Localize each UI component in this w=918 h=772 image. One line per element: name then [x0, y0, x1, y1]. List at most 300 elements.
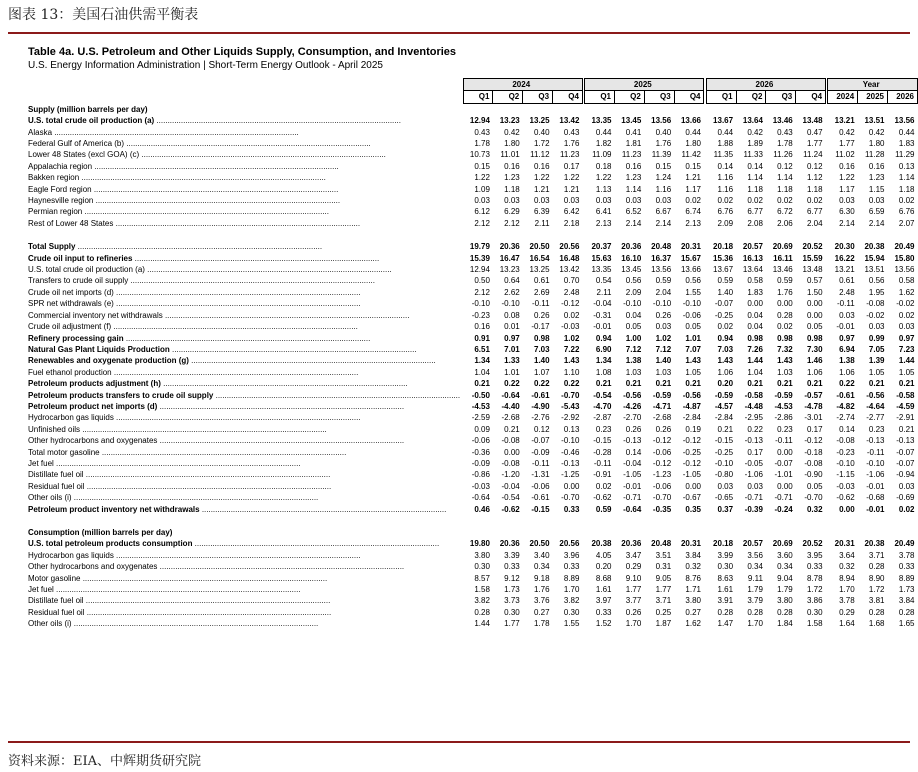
value-cell: 0.14	[747, 161, 763, 171]
leader-dots: ..............................................................................................................	[113, 299, 361, 309]
table-row	[28, 115, 918, 126]
value-cell: 1.01	[504, 367, 520, 377]
value-cell: 1.78	[777, 139, 793, 149]
value-cell: 0.03	[474, 196, 490, 206]
value-cell: 1.83	[747, 287, 763, 297]
value-cell: 16.22	[834, 253, 855, 263]
leader-dots: ..............................................................................................................	[113, 287, 361, 297]
value-cell: 0.26	[534, 310, 550, 320]
value-cell: 0.14	[839, 424, 855, 434]
leader-dots: ..............................................................................................................	[162, 310, 410, 320]
value-cell: -1.25	[561, 470, 580, 480]
value-cell: -0.35	[652, 504, 672, 514]
table-row	[28, 253, 918, 264]
value-cell: 6.90	[595, 344, 612, 354]
row-label	[28, 481, 463, 492]
value-cell: 1.50	[806, 287, 823, 297]
value-cell: 13.48	[802, 116, 823, 126]
value-cell: 0.02	[563, 310, 580, 320]
value-cell: 0.03	[898, 322, 915, 332]
value-cell: 2.48	[563, 287, 580, 297]
value-cell: -0.70	[652, 493, 672, 503]
value-cell: 20.31	[680, 539, 701, 549]
table-row	[28, 595, 918, 606]
value-cell: 16.11	[773, 253, 793, 263]
value-cell: 1.21	[563, 184, 580, 194]
value-cell: 13.46	[772, 116, 793, 126]
value-cell: 1.55	[685, 287, 701, 297]
value-cell: 6.76	[898, 207, 915, 217]
value-cell: 0.02	[898, 504, 915, 514]
value-cell: 0.33	[595, 607, 612, 617]
value-cell: 0.04	[747, 310, 763, 320]
value-cell: 1.80	[685, 139, 701, 149]
value-cell: -0.08	[501, 436, 520, 446]
row-label	[28, 607, 463, 618]
value-cell: 13.21	[834, 265, 855, 275]
row-label-text: Residual fuel oil	[28, 481, 85, 491]
value-cell: 0.00	[839, 504, 855, 514]
value-cell: 1.34	[595, 356, 612, 366]
value-cell: 1.03	[655, 367, 672, 377]
value-cell: -0.06	[471, 436, 490, 446]
value-cell: 6.52	[625, 207, 642, 217]
value-cell: 1.13	[595, 184, 612, 194]
value-cell: 3.99	[717, 550, 734, 560]
row-label	[28, 310, 463, 321]
value-cell: 2.09	[625, 287, 642, 297]
value-cell: -5.43	[561, 401, 580, 411]
row-label	[28, 367, 463, 378]
value-cell: 2.12	[474, 287, 490, 297]
row-label-text: Other oils (i)	[28, 493, 72, 503]
value-cell: 0.21	[655, 379, 672, 389]
value-cell: 13.66	[680, 116, 701, 126]
value-cell: 1.22	[534, 173, 550, 183]
value-cell: 0.03	[839, 196, 855, 206]
value-cell: 1.03	[777, 367, 793, 377]
leader-dots: ..............................................................................................................	[71, 493, 319, 503]
value-cell: 1.62	[898, 287, 915, 297]
value-cell: 1.04	[747, 367, 763, 377]
value-cell: -0.02	[866, 310, 885, 320]
value-cell: 1.61	[717, 585, 734, 595]
value-cell: 1.88	[717, 139, 734, 149]
value-cell: 13.25	[529, 265, 550, 275]
value-cell: 1.38	[625, 356, 642, 366]
value-cell	[674, 527, 704, 538]
value-cell: 2.11	[596, 287, 612, 297]
value-cell: 16.10	[621, 253, 642, 263]
value-cell: 1.68	[868, 619, 885, 629]
value-cell: 0.16	[625, 161, 642, 171]
value-cell: 12.94	[469, 265, 490, 275]
value-cell: -0.12	[682, 436, 701, 446]
value-cell: 1.76	[534, 585, 550, 595]
value-cell: 1.40	[534, 356, 550, 366]
value-cell	[493, 103, 523, 115]
table-row	[28, 515, 918, 527]
value-cell: 1.18	[806, 184, 823, 194]
value-cell: -2.76	[531, 413, 550, 423]
value-cell: 1.52	[595, 619, 612, 629]
value-cell: 1.22	[595, 173, 612, 183]
value-cell: 13.23	[499, 116, 520, 126]
value-cell: 13.48	[802, 265, 823, 275]
value-cell: 0.50	[474, 276, 490, 286]
value-cell: 1.44	[474, 619, 490, 629]
value-cell: 0.17	[806, 424, 823, 434]
value-cell: 1.40	[655, 356, 672, 366]
value-cell: 0.43	[563, 127, 580, 137]
value-cell: 6.30	[839, 207, 855, 217]
value-cell: 0.23	[777, 424, 793, 434]
value-cell: 11.01	[500, 150, 520, 160]
row-label	[28, 127, 463, 138]
value-cell: 2.12	[504, 218, 520, 228]
value-cell: 0.23	[595, 424, 612, 434]
value-cell: 3.76	[534, 596, 550, 606]
value-cell: 0.03	[839, 310, 855, 320]
row-label-text: Supply (million barrels per day)	[28, 104, 148, 114]
value-cell: 1.33	[504, 356, 520, 366]
value-cell: 2.13	[685, 218, 701, 228]
row-label	[28, 115, 463, 126]
value-cell: -0.06	[531, 481, 550, 491]
value-cell: 3.79	[747, 596, 763, 606]
value-cell: 1.79	[777, 585, 793, 595]
value-cell	[553, 103, 583, 115]
value-cell: 1.64	[839, 619, 855, 629]
value-cell: 0.56	[685, 276, 701, 286]
value-cell: 11.29	[895, 150, 915, 160]
value-cell: -0.69	[896, 493, 915, 503]
value-cell: 2.18	[563, 218, 580, 228]
value-cell: 6.76	[717, 207, 734, 217]
value-cell: 20.38	[864, 539, 885, 549]
value-cell: 8.57	[474, 573, 490, 583]
value-cell: 20.36	[499, 539, 520, 549]
value-cell: 0.30	[474, 562, 490, 572]
value-cell: -1.15	[836, 470, 855, 480]
value-cell: 1.95	[868, 287, 885, 297]
value-cell: 0.57	[806, 276, 823, 286]
value-cell: 20.48	[651, 242, 672, 252]
value-cell: 0.64	[504, 276, 520, 286]
value-cell: 0.43	[777, 127, 793, 137]
row-label-text: U.S. total crude oil production (a)	[28, 116, 155, 126]
table-row	[28, 538, 918, 549]
value-cell: 11.39	[651, 150, 672, 160]
leader-dots: ..............................................................................................................	[213, 390, 461, 400]
value-cell: 20.49	[894, 539, 915, 549]
value-cell: 1.02	[655, 333, 672, 343]
value-cell: 20.49	[894, 242, 915, 252]
row-label-text: Appalachia region	[28, 161, 93, 171]
value-cell: 19.79	[469, 242, 490, 252]
value-cell: 13.66	[680, 265, 701, 275]
value-cell: 3.78	[839, 596, 855, 606]
value-cell: 0.98	[534, 333, 550, 343]
value-cell: 15.36	[713, 253, 734, 263]
row-label-text: Petroleum product inventory net withdrawals	[28, 504, 200, 514]
value-cell: 0.34	[534, 562, 550, 572]
row-label-text: Motor gasoline	[28, 573, 81, 583]
value-cell: 0.04	[625, 310, 642, 320]
header-spacer	[28, 91, 463, 103]
leader-dots: ..............................................................................................................	[154, 116, 401, 126]
value-cell: 8.68	[595, 573, 612, 583]
value-cell: -0.12	[561, 299, 580, 309]
value-cell: -0.07	[774, 458, 793, 468]
value-cell: -0.68	[866, 493, 885, 503]
value-cell: 0.00	[777, 299, 793, 309]
value-cell: 3.82	[474, 596, 490, 606]
value-cell: 0.03	[717, 481, 734, 491]
value-cell: 0.61	[534, 276, 550, 286]
value-cell: 3.56	[747, 550, 763, 560]
value-cell: 0.30	[563, 607, 580, 617]
value-cell: 0.99	[868, 333, 885, 343]
value-cell: 1.46	[806, 356, 823, 366]
table-row	[28, 618, 918, 629]
blank-spacer	[28, 229, 918, 241]
value-cell: -0.64	[471, 493, 490, 503]
value-cell: 1.77	[806, 139, 823, 149]
value-cell: 0.04	[747, 322, 763, 332]
value-cell: 0.17	[747, 447, 763, 457]
value-cell: 0.01	[504, 322, 520, 332]
value-cell: 0.09	[474, 424, 490, 434]
value-cell: -0.08	[501, 458, 520, 468]
value-cell: 3.80	[777, 596, 793, 606]
value-cell: 0.05	[625, 322, 642, 332]
value-cell: 0.44	[717, 127, 734, 137]
value-cell: 3.80	[685, 596, 701, 606]
value-cell: 13.64	[742, 265, 763, 275]
value-cell: 1.18	[504, 184, 520, 194]
value-cell: 0.26	[655, 310, 672, 320]
value-cell: -4.40	[501, 401, 520, 411]
value-cell: 0.02	[685, 196, 701, 206]
value-cell: 0.00	[806, 299, 823, 309]
leader-dots: ..............................................................................................................	[144, 265, 392, 275]
table-row	[28, 103, 918, 115]
value-cell: 1.21	[534, 184, 550, 194]
value-cell: -0.15	[531, 504, 550, 514]
value-cell: 11.24	[803, 150, 823, 160]
value-cell: 0.21	[595, 379, 612, 389]
value-cell: 0.30	[504, 607, 520, 617]
value-cell	[828, 103, 858, 115]
value-cell: 6.67	[655, 207, 672, 217]
year-header: 2025	[585, 79, 704, 91]
row-label-text: U.S. total crude oil production (a)	[28, 265, 145, 275]
value-cell: -0.56	[866, 390, 885, 400]
value-cell: 0.05	[806, 322, 823, 332]
value-cell: 13.46	[772, 265, 793, 275]
value-cell: -0.25	[714, 310, 734, 320]
value-cell: 11.09	[592, 150, 612, 160]
row-label-text: Permian region	[28, 207, 83, 217]
value-cell: -0.70	[561, 390, 580, 400]
row-label	[28, 241, 463, 252]
value-cell: 1.15	[868, 184, 885, 194]
data-table-wrapper	[28, 78, 918, 630]
table-row	[28, 184, 918, 195]
blank-spacer	[28, 515, 918, 527]
value-cell: 13.56	[894, 265, 915, 275]
value-cell: 0.44	[898, 127, 915, 137]
value-cell: -2.59	[471, 413, 490, 423]
value-cell	[585, 527, 615, 538]
value-cell: 1.76	[563, 139, 580, 149]
value-cell: 6.12	[474, 207, 490, 217]
value-cell: -0.02	[896, 299, 915, 309]
value-cell: 15.94	[864, 253, 885, 263]
value-cell: 3.71	[655, 596, 672, 606]
value-cell: 9.05	[655, 573, 672, 583]
value-cell: 3.84	[898, 596, 915, 606]
value-cell: 0.05	[685, 322, 701, 332]
value-cell: 3.77	[625, 596, 642, 606]
value-cell: -2.84	[714, 413, 734, 423]
row-label-text: Jet fuel	[28, 585, 54, 595]
value-cell: 0.21	[898, 424, 915, 434]
value-cell: -0.62	[836, 493, 855, 503]
table-title: Table 4a. U.S. Petroleum and Other Liquids Supply, Consumption, and Inventories	[28, 46, 457, 58]
value-cell: 20.57	[742, 242, 763, 252]
value-cell: 7.12	[625, 344, 642, 354]
value-cell: 1.10	[563, 367, 580, 377]
table-row	[28, 127, 918, 138]
period-header: Q4	[674, 91, 704, 103]
value-cell: 0.44	[595, 127, 612, 137]
value-cell: 16.13	[742, 253, 763, 263]
value-cell: 8.78	[806, 573, 823, 583]
row-label	[28, 401, 463, 412]
value-cell: 1.82	[595, 139, 612, 149]
value-cell: 13.23	[499, 265, 520, 275]
value-cell: -4.82	[836, 401, 855, 411]
value-cell: -0.91	[593, 470, 612, 480]
value-cell: 1.16	[717, 184, 734, 194]
value-cell: 20.36	[621, 242, 642, 252]
value-cell: 2.04	[655, 287, 672, 297]
value-cell: 20.30	[834, 242, 855, 252]
value-cell: -0.50	[471, 390, 490, 400]
value-cell: -0.62	[501, 504, 520, 514]
value-cell	[736, 103, 766, 115]
period-header: Q1	[463, 91, 493, 103]
table-row	[28, 412, 918, 423]
value-cell: 0.28	[868, 607, 885, 617]
table-row	[28, 355, 918, 366]
value-cell: 0.56	[868, 276, 885, 286]
value-cell: -0.10	[866, 458, 885, 468]
row-label-text: Lower 48 States (excl GOA) (c)	[28, 150, 140, 160]
leader-dots: ..............................................................................................................	[113, 550, 361, 560]
value-cell: 0.59	[655, 276, 672, 286]
value-cell: 1.83	[898, 139, 915, 149]
value-cell: -0.25	[714, 447, 734, 457]
value-cell: 12.94	[469, 116, 490, 126]
value-cell: 0.91	[474, 333, 490, 343]
value-cell: 0.13	[563, 424, 580, 434]
value-cell: 0.97	[504, 333, 520, 343]
value-cell: 1.70	[563, 585, 580, 595]
value-cell: -0.80	[714, 470, 734, 480]
value-cell: 0.21	[806, 379, 823, 389]
value-cell: 0.59	[595, 504, 612, 514]
value-cell	[523, 103, 553, 115]
value-cell: 2.14	[839, 218, 855, 228]
value-cell: 3.81	[868, 596, 885, 606]
value-cell: -0.01	[866, 481, 885, 491]
value-cell: 0.28	[777, 310, 793, 320]
value-cell: 13.45	[621, 116, 642, 126]
value-cell	[674, 103, 704, 115]
value-cell: 0.58	[747, 276, 763, 286]
value-cell: -0.23	[836, 447, 855, 457]
value-cell: 15.39	[469, 253, 490, 263]
value-cell: 1.58	[806, 619, 823, 629]
value-cell: 0.02	[898, 196, 915, 206]
value-cell: 1.16	[717, 173, 734, 183]
value-cell: -0.08	[836, 436, 855, 446]
value-cell: 3.73	[504, 596, 520, 606]
value-cell: 3.60	[777, 550, 793, 560]
value-cell: 0.28	[474, 607, 490, 617]
leader-dots: ..............................................................................................................	[113, 218, 361, 228]
row-label-text: Petroleum product net imports (d)	[28, 401, 158, 411]
value-cell: 0.97	[898, 333, 915, 343]
value-cell: -0.12	[804, 436, 823, 446]
table-row	[28, 229, 918, 241]
value-cell: 1.43	[685, 356, 701, 366]
value-cell: 1.23	[504, 173, 520, 183]
value-cell: 3.51	[655, 550, 672, 560]
leader-dots: ..............................................................................................................	[84, 607, 332, 617]
row-label	[28, 138, 463, 149]
value-cell: 0.03	[563, 196, 580, 206]
value-cell: 0.03	[868, 196, 885, 206]
value-cell: 20.69	[772, 539, 793, 549]
table-row	[28, 287, 918, 298]
value-cell: -2.77	[866, 413, 885, 423]
value-cell: 0.02	[777, 196, 793, 206]
value-cell: -0.03	[471, 481, 490, 491]
value-cell: 0.28	[747, 607, 763, 617]
value-cell: -2.95	[744, 413, 763, 423]
value-cell: 1.81	[625, 139, 642, 149]
row-label	[28, 321, 463, 332]
value-cell: 0.17	[563, 161, 580, 171]
value-cell: 0.12	[806, 161, 823, 171]
value-cell: 0.00	[777, 481, 793, 491]
row-label-text: Haynesville region	[28, 196, 94, 206]
value-cell: 3.84	[685, 550, 701, 560]
value-cell	[828, 527, 858, 538]
value-cell: 1.03	[625, 367, 642, 377]
value-cell: 13.56	[651, 116, 672, 126]
row-label-text: Federal Gulf of America (b)	[28, 139, 125, 149]
value-cell: -0.12	[652, 436, 672, 446]
value-cell	[615, 527, 645, 538]
value-cell: 1.89	[747, 139, 763, 149]
value-cell: 9.04	[777, 573, 793, 583]
value-cell: -0.25	[682, 447, 701, 457]
